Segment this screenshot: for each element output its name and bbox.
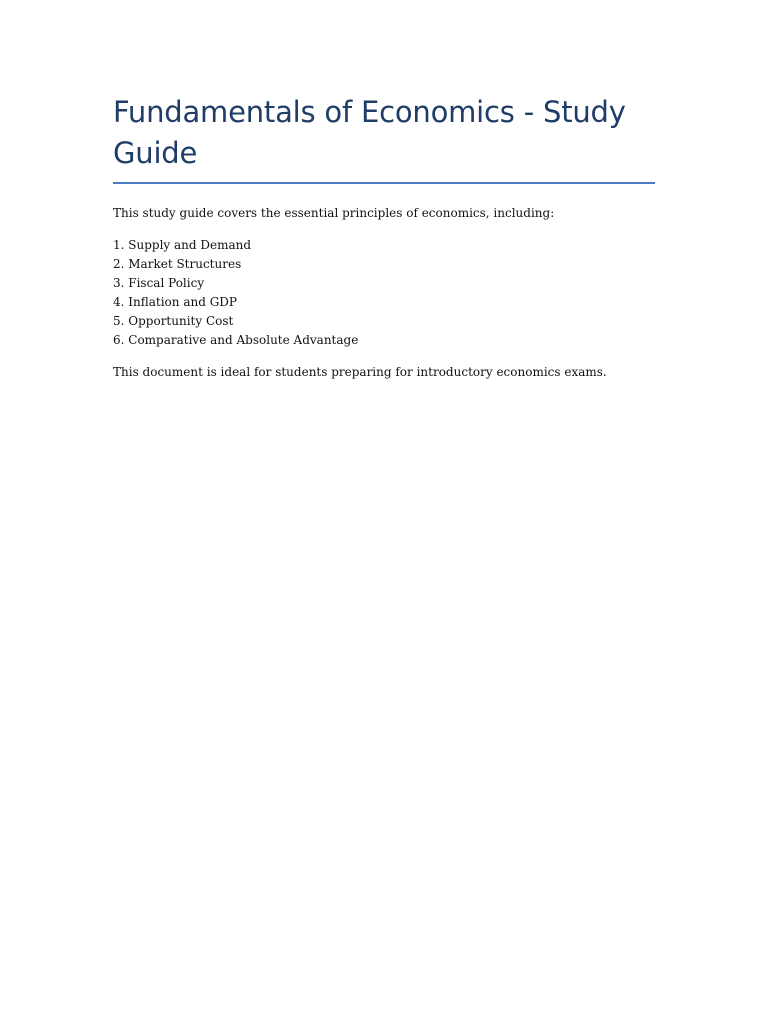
list-item: 2. Market Structures [113,257,242,271]
intro-paragraph: This study guide covers the essential principles of economics, including: [113,206,555,220]
topic-list [113,236,655,350]
list-item: 6. Comparative and Absolute Advantage [113,333,359,347]
list-item: 5. Opportunity Cost [113,314,234,328]
list-item: 1. Supply and Demand [113,238,252,252]
list-item: 4. Inflation and GDP [113,295,237,309]
title-underline-divider [113,182,655,184]
list-item: 3. Fiscal Policy [113,276,205,290]
document-title: Fundamentals of Economics - Study Guide [113,95,626,170]
document-page [113,92,655,382]
closing-paragraph: This document is ideal for students preparing for introductory economics exams. [113,365,607,379]
